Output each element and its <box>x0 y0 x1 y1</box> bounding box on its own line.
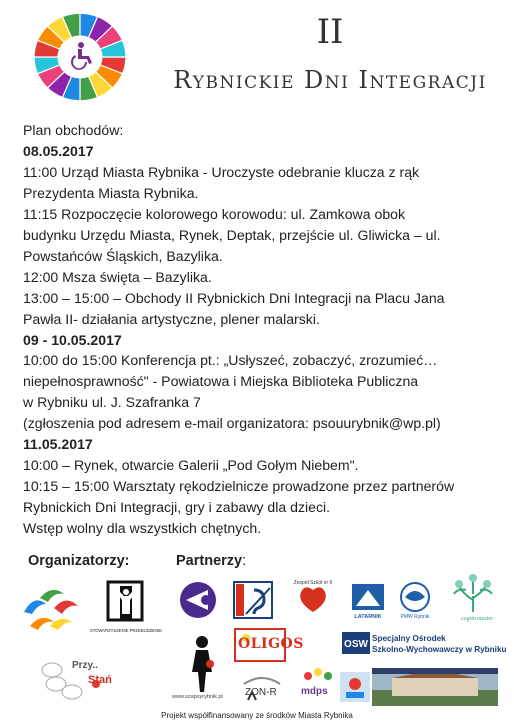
svg-text:Zespół Szkół nr 6: Zespół Szkół nr 6 <box>293 580 333 586</box>
stan-text: Stań <box>88 674 112 686</box>
program-date: 08.05.2017 <box>23 142 94 159</box>
svg-text:OSW: OSW <box>344 639 368 650</box>
program-date: 09 - 10.05.2017 <box>23 331 122 348</box>
program-line: budynku Urzędu Miasta, Rynek, Deptak, przejście ul. Gliwicka – ul. <box>23 226 441 243</box>
mdps-text: mdps <box>301 686 328 697</box>
page-title: Rybnickie Dni Integracji <box>173 66 487 94</box>
header <box>0 0 514 118</box>
footer-note: Projekt współfinansowany ze środków Miasta Rybnika <box>161 711 353 720</box>
partner-small-photo-logo <box>340 672 370 702</box>
edition-numeral: II <box>316 12 344 52</box>
program-line: 12:00 Msza święta – Bazylika. <box>23 268 212 285</box>
partners-label: Partnerzy: <box>176 553 247 569</box>
program-line: Powstańców Śląskich, Bazylika. <box>23 247 223 264</box>
svg-text:STOWARZYSZENIE PRZEBUDZENIE: STOWARZYSZENIE PRZEBUDZENIE <box>89 628 163 633</box>
program-line: 11:00 Urząd Miasta Rybnika - Uroczyste odebranie klucza z rąk <box>23 163 420 180</box>
organizer-dolphins-logo <box>20 582 82 630</box>
program-line: 11:15 Rozpoczęcie kolorowego korowodu: ul. Zamkowa obok <box>23 205 406 222</box>
program-line: (zgłoszenia pod adresem e-mail organizatora: psouurybnik@wp.pl) <box>23 415 441 432</box>
program-line: Rybnickich Dni Integracji, gry i zabawy dla dzieci. <box>23 499 331 516</box>
partner-figure-logo <box>176 630 228 698</box>
partner-building-photo <box>372 668 498 706</box>
svg-text:LATARNIK: LATARNIK <box>354 614 382 620</box>
partner-latarnik-logo <box>348 580 388 620</box>
svg-text:PMW Rybnik: PMW Rybnik <box>400 614 430 620</box>
zonr-text: ZON-R <box>245 687 277 698</box>
svg-text:muster: muster <box>477 616 494 622</box>
program-line: 10:15 – 15:00 Warsztaty rękodzielnicze prowadzone przez partnerów <box>23 478 455 495</box>
osw-text: Specjalny Ośrodek Szkolno-Wychowawczy w Rybniku <box>372 634 507 654</box>
oligos-text: OLIGOS <box>238 636 304 652</box>
svg-text:cogito: cogito <box>461 616 476 622</box>
partner-osw-logo <box>342 632 370 654</box>
program-date: 11.05.2017 <box>23 436 93 453</box>
program-line: Wstęp wolny dla wszystkich chętnych. <box>23 520 262 537</box>
partner-cogito-tree-logo <box>446 572 500 624</box>
program-line: 10:00 do 15:00 Konferencja pt.: „Usłyszeć, zobaczyć, zrozumieć… <box>23 352 438 369</box>
partner-pmw-logo <box>396 580 434 620</box>
partner-purple-circle-logo <box>178 580 218 620</box>
program-line: w Rybniku ul. J. Szafranka 7 <box>23 394 201 411</box>
program-line: 13:00 – 15:00 – Obchody II Rybnickich Dni Integracji na Placu Jana <box>23 289 445 306</box>
program-line: Prezydenta Miasta Rybnika. <box>23 184 199 201</box>
program-line: Pawła II- działania artystyczne, plener malarski. <box>23 310 320 327</box>
program-line: niepełnosprawność" - Powiatowa i Miejska Biblioteka Publiczna <box>23 373 419 390</box>
program-line: 10:00 – Rynek, otwarcie Galerii „Pod Gołym Niebem". <box>23 457 359 474</box>
szaps-url-text: www.szapsyrybnik.pl <box>172 694 223 700</box>
puzzle-ring-logo <box>18 8 142 106</box>
partner-mdps-icon <box>300 666 336 688</box>
partner-school-heart-logo <box>292 576 334 622</box>
program-line: Plan obchodów: <box>23 122 124 138</box>
przy-text: Przy.. <box>72 660 98 671</box>
organizers-label: Organizatorzy: <box>28 553 130 569</box>
partner-hearing-logo <box>232 580 274 620</box>
organizer-door-emblem-logo <box>89 578 163 638</box>
program-text <box>23 120 503 539</box>
